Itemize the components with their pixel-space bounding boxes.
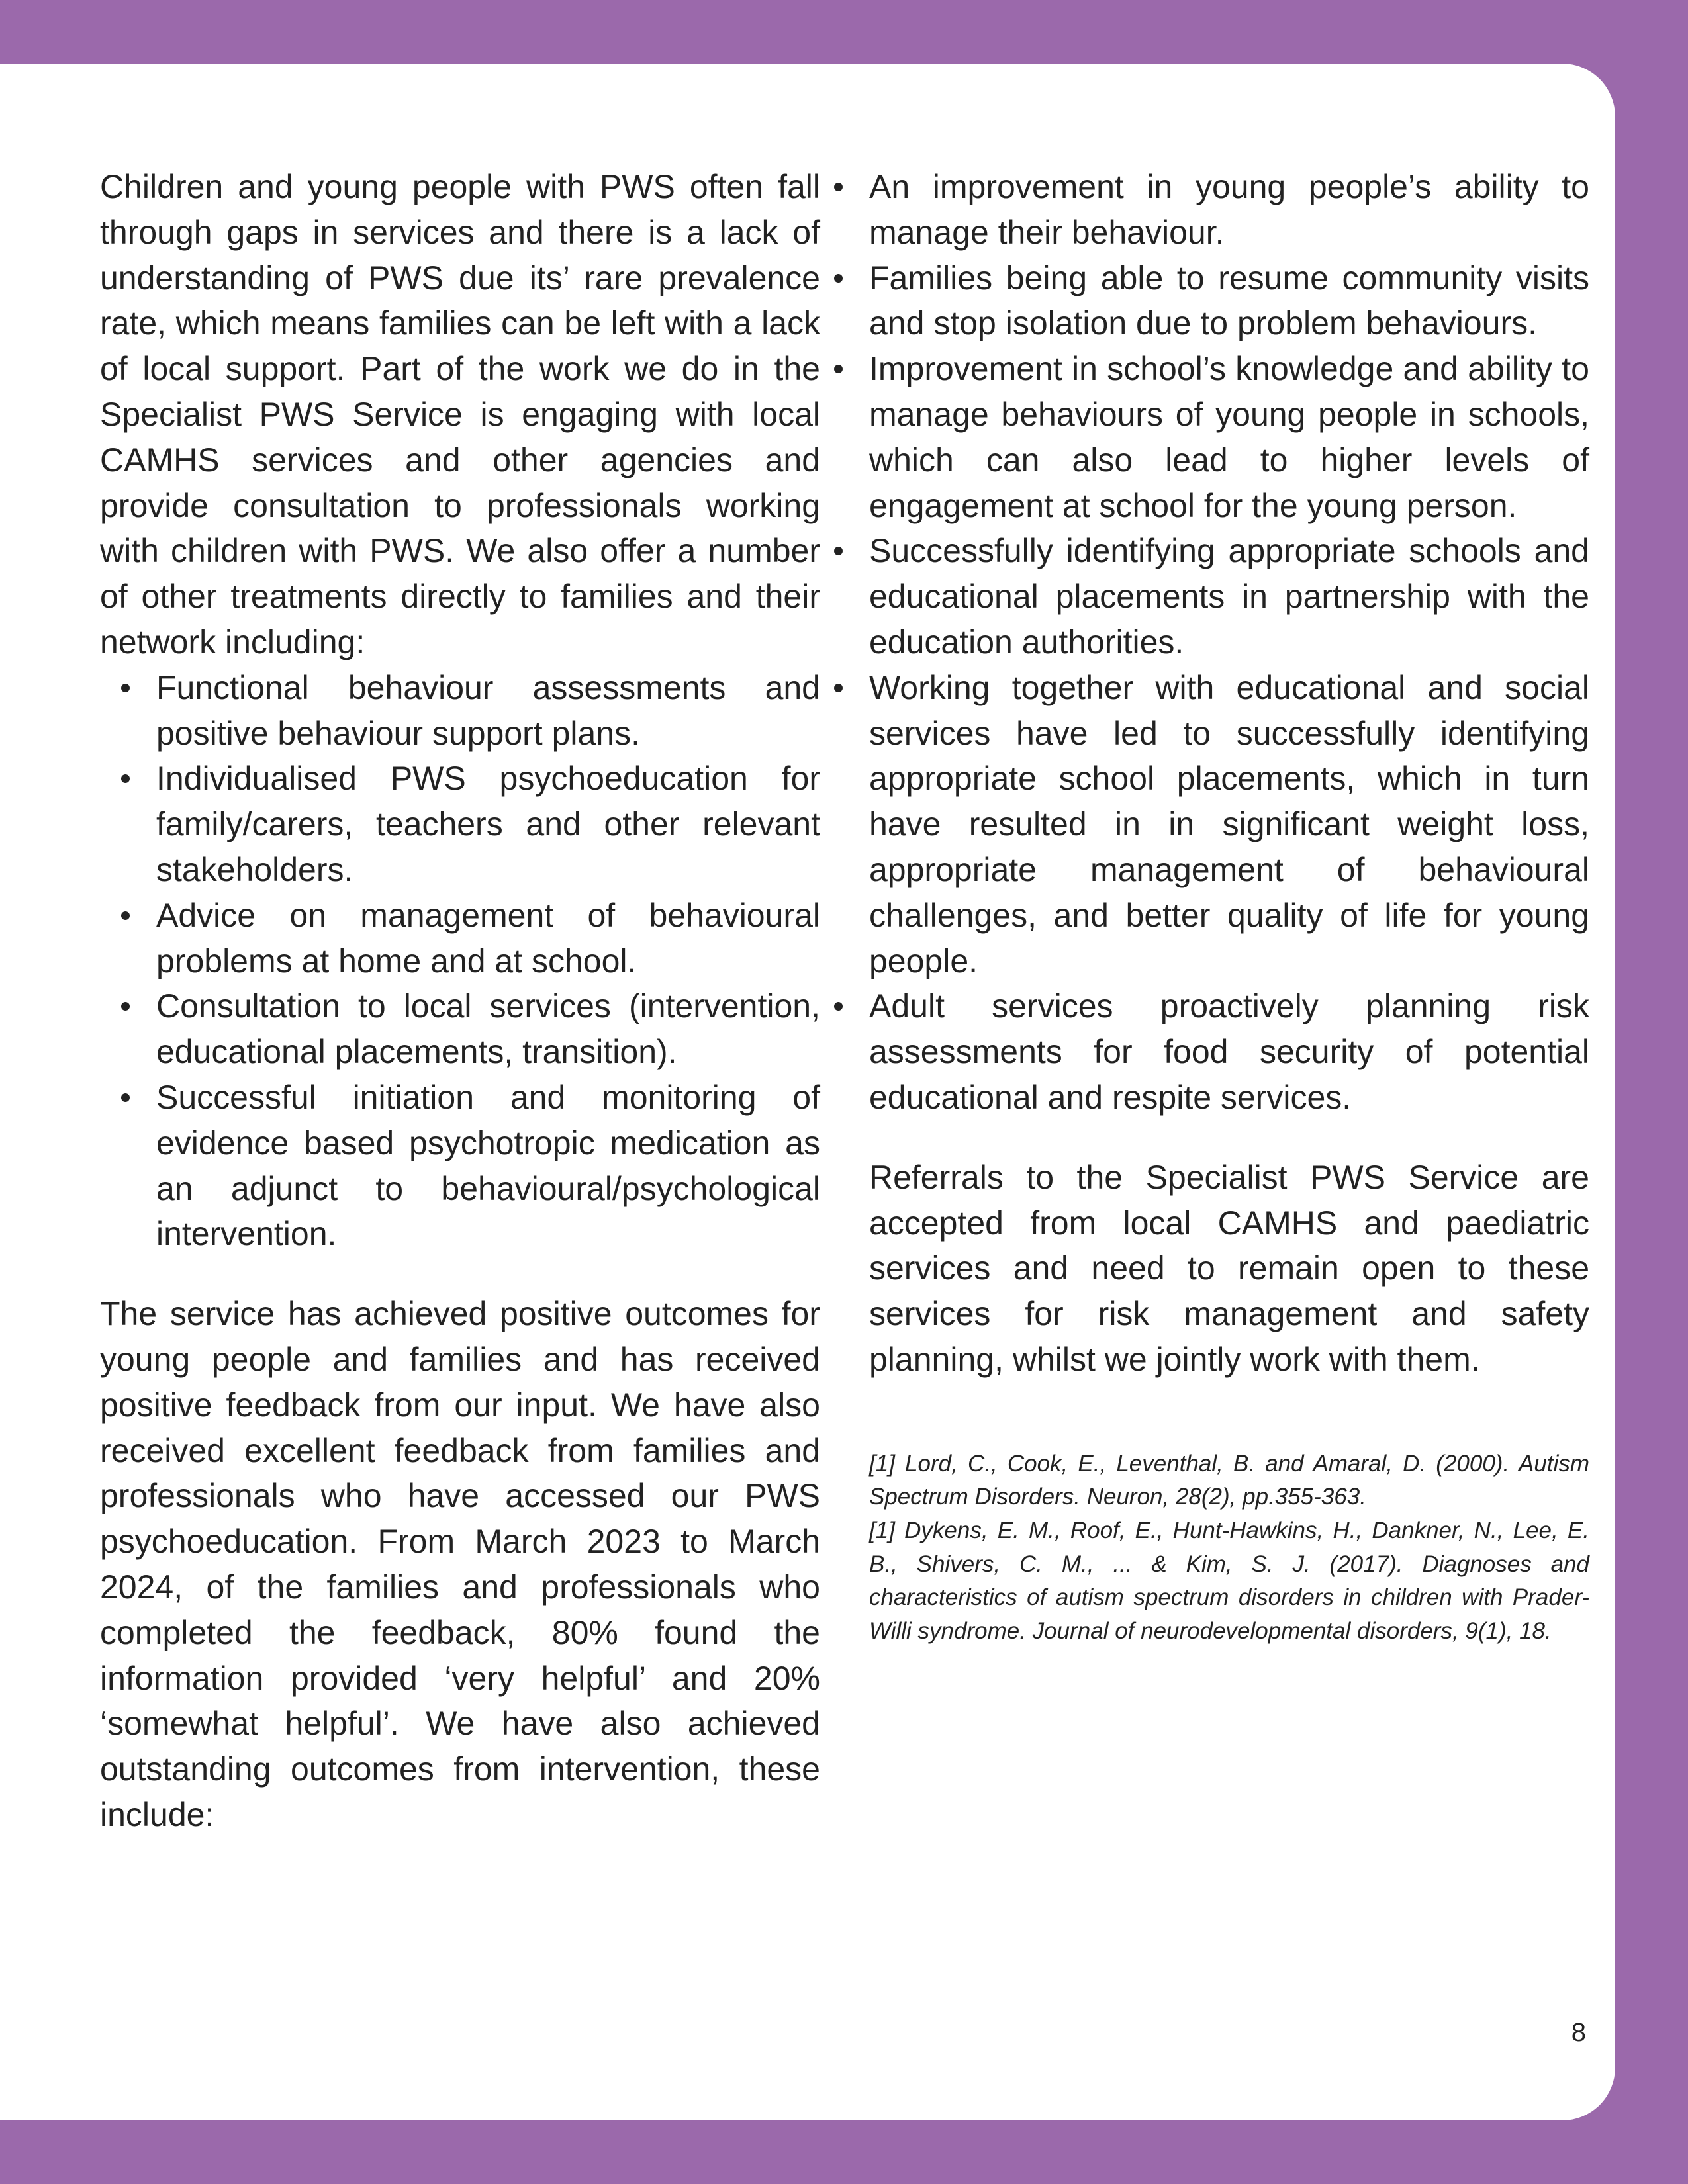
list-item: Working together with educational and social services have led to successfully identifying appropriate school placements, which in turn have resulted in in significant weight loss, appropriate management of behavioural challenges, and better quality of life for young people. — [813, 665, 1589, 984]
reference-item: [1] Dykens, E. M., Roof, E., Hunt-Hawkins, H., Dankner, N., Lee, E. B., Shivers, C. M., ... & Kim, S. J. (2017). Diagnoses and characteristics of autism spectrum disorders in children with Prader-Willi syndrome. Journal of neurodevelopmental disorders, 9(1), 18. — [869, 1517, 1589, 1644]
list-item: Families being able to resume community visits and stop isolation due to problem behaviours. — [813, 255, 1589, 347]
referrals-paragraph: Referrals to the Specialist PWS Service are accepted from local CAMHS and paediatric services and need to remain open to these services for risk management and safety planning, whilst we jointly work with them. — [869, 1158, 1589, 1378]
reference-item: [1] Lord, C., Cook, E., Leventhal, B. and Amaral, D. (2000). Autism Spectrum Disorders. Neuron, 28(2), pp.355-363. — [869, 1450, 1589, 1510]
list-item: An improvement in young people’s ability to manage their behaviour. — [813, 164, 1589, 255]
references — [869, 1447, 1589, 1649]
page-number: 8 — [1571, 2018, 1586, 2047]
right-column — [869, 164, 1589, 1648]
treatments-list — [100, 665, 820, 1257]
list-item: Successful initiation and monitoring of evidence based psychotropic medication as an adjunct to behavioural/psychological intervention. — [100, 1075, 820, 1257]
outcomes-list — [813, 164, 1589, 1120]
page — [0, 64, 1615, 2120]
list-item: Consultation to local services (intervention, educational placements, transition). — [100, 983, 820, 1075]
outcomes-intro-paragraph: The service has achieved positive outcomes for young people and families and has received positive feedback from our input. We have also received excellent feedback from families and professionals who have accessed our PWS psychoeducation. From March 2023 to March 2024, of the families and professionals who completed the feedback, 80% found the information provided ‘very helpful’ and 20% ‘somewhat helpful’. We have also achieved outstanding outcomes from intervention, these include: — [100, 1295, 820, 1833]
list-item: Improvement in school’s knowledge and ability to manage behaviours of young people in schools, which can also lead to higher levels of engagement at school for the young person. — [813, 346, 1589, 528]
list-item: Individualised PWS psychoeducation for family/carers, teachers and other relevant stakeholders. — [100, 756, 820, 892]
intro-paragraph: Children and young people with PWS often fall through gaps in services and there is a lack of understanding of PWS due its’ rare prevalence rate, which means families can be left with a lack of local support. Part of the work we do in the Specialist PWS Service is engaging with local CAMHS services and other agencies and provide consultation to professionals working with children with PWS. We also offer a number of other treatments directly to families and their network including: — [100, 168, 820, 660]
list-item: Successfully identifying appropriate schools and educational placements in partnership with the education authorities. — [813, 528, 1589, 664]
left-column — [100, 164, 820, 1838]
list-item: Adult services proactively planning risk assessments for food security of potential educational and respite services. — [813, 983, 1589, 1120]
list-item: Functional behaviour assessments and positive behaviour support plans. — [100, 665, 820, 756]
list-item: Advice on management of behavioural problems at home and at school. — [100, 893, 820, 984]
